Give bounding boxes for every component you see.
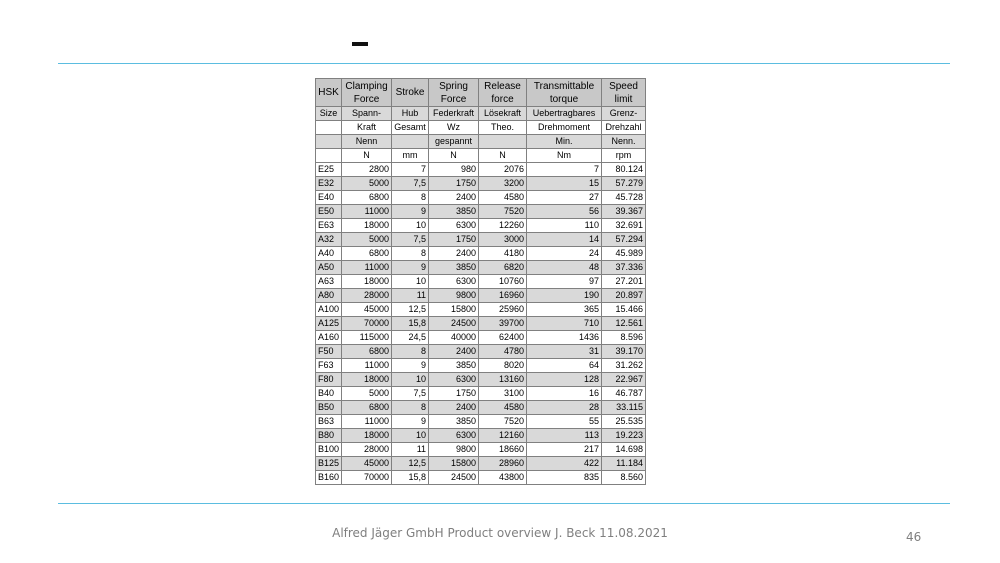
table-cell: F63 — [316, 359, 342, 373]
table-row — [316, 415, 646, 429]
table-cell: Spann- — [342, 107, 392, 121]
table-cell — [316, 149, 342, 163]
table-cell: 97 — [527, 275, 602, 289]
table-cell: N — [479, 149, 527, 163]
table-cell: 8 — [392, 247, 429, 261]
table-cell: Spring Force — [429, 79, 479, 107]
table-cell: Nenn — [342, 135, 392, 149]
table-cell: 2400 — [429, 345, 479, 359]
table-row — [316, 373, 646, 387]
table-cell: 11000 — [342, 359, 392, 373]
table-row — [316, 443, 646, 457]
table-row — [316, 457, 646, 471]
table-cell: mm — [392, 149, 429, 163]
table-cell: 55 — [527, 415, 602, 429]
table-cell — [316, 135, 342, 149]
table-cell: 7520 — [479, 205, 527, 219]
table-cell: 6800 — [342, 401, 392, 415]
table-cell: Stroke — [392, 79, 429, 107]
table-cell: 45000 — [342, 303, 392, 317]
table-cell: Federkraft — [429, 107, 479, 121]
table-cell: 45000 — [342, 457, 392, 471]
table-cell: 27.201 — [602, 275, 646, 289]
table-cell: 48 — [527, 261, 602, 275]
table-cell: 25.535 — [602, 415, 646, 429]
table-cell: 3000 — [479, 233, 527, 247]
table-cell: 7,5 — [392, 387, 429, 401]
table-cell: B63 — [316, 415, 342, 429]
table-cell: F80 — [316, 373, 342, 387]
table-cell: Uebertragbares — [527, 107, 602, 121]
table-cell: 113 — [527, 429, 602, 443]
page-number: 46 — [906, 530, 922, 544]
table-cell: 1750 — [429, 387, 479, 401]
table-cell: Theo. — [479, 121, 527, 135]
table-cell: 8 — [392, 401, 429, 415]
table-cell: 8020 — [479, 359, 527, 373]
table-cell: E32 — [316, 177, 342, 191]
table-cell: 2400 — [429, 247, 479, 261]
table-cell: 12160 — [479, 429, 527, 443]
table-cell: Nenn. — [602, 135, 646, 149]
table-cell: F50 — [316, 345, 342, 359]
table-row — [316, 219, 646, 233]
table-cell: 10 — [392, 275, 429, 289]
table-cell: 6300 — [429, 373, 479, 387]
table-row — [316, 401, 646, 415]
table-cell: 3200 — [479, 177, 527, 191]
table-cell: 37.336 — [602, 261, 646, 275]
table-cell: 11.184 — [602, 457, 646, 471]
table-cell: Drehmoment — [527, 121, 602, 135]
table-cell: A80 — [316, 289, 342, 303]
table-cell: 14 — [527, 233, 602, 247]
table-row — [316, 345, 646, 359]
table-cell: 110 — [527, 219, 602, 233]
table-row — [316, 191, 646, 205]
table-cell: 56 — [527, 205, 602, 219]
table-cell: 190 — [527, 289, 602, 303]
table-cell: 4780 — [479, 345, 527, 359]
footer-text: Alfred Jäger GmbH Product overview J. Beck 11.08.2021 — [332, 526, 668, 540]
table-cell: 8.560 — [602, 471, 646, 485]
table-cell: 19.223 — [602, 429, 646, 443]
table-cell: rpm — [602, 149, 646, 163]
table-cell: 1436 — [527, 331, 602, 345]
table-cell: 62400 — [479, 331, 527, 345]
table-cell: 16 — [527, 387, 602, 401]
table-cell: A50 — [316, 261, 342, 275]
table-cell: 39.170 — [602, 345, 646, 359]
table-cell: 24500 — [429, 317, 479, 331]
table-cell: 3850 — [429, 205, 479, 219]
table-row — [316, 303, 646, 317]
table-cell: 2400 — [429, 191, 479, 205]
table-cell: 5000 — [342, 387, 392, 401]
top-divider — [58, 63, 950, 64]
table-row — [316, 233, 646, 247]
table-cell: 6300 — [429, 429, 479, 443]
table-cell: 46.787 — [602, 387, 646, 401]
table-cell: 10 — [392, 429, 429, 443]
table-cell: B50 — [316, 401, 342, 415]
table-cell: 15.466 — [602, 303, 646, 317]
table-cell: 28000 — [342, 289, 392, 303]
table-cell: 12.561 — [602, 317, 646, 331]
table-row — [316, 331, 646, 345]
table-cell: Speed limit — [602, 79, 646, 107]
table-cell: 6300 — [429, 219, 479, 233]
table-cell: 12260 — [479, 219, 527, 233]
table-cell: A160 — [316, 331, 342, 345]
table-cell: A40 — [316, 247, 342, 261]
table-cell: 2400 — [429, 401, 479, 415]
table-cell: Clamping Force — [342, 79, 392, 107]
table-cell: 11 — [392, 443, 429, 457]
table-cell: 2800 — [342, 163, 392, 177]
table-cell: 3850 — [429, 261, 479, 275]
table-cell: 15,8 — [392, 317, 429, 331]
table-cell: 12,5 — [392, 303, 429, 317]
table-cell: 39.367 — [602, 205, 646, 219]
units-row — [316, 149, 646, 163]
table-cell: 7 — [392, 163, 429, 177]
table-cell: 7520 — [479, 415, 527, 429]
table-cell: 31 — [527, 345, 602, 359]
table-cell: Transmittable torque — [527, 79, 602, 107]
table-row — [316, 471, 646, 485]
table-cell: 980 — [429, 163, 479, 177]
table-cell: Kraft — [342, 121, 392, 135]
table-row — [316, 317, 646, 331]
table-cell: 217 — [527, 443, 602, 457]
table-row — [316, 275, 646, 289]
table-cell: B100 — [316, 443, 342, 457]
table-cell: 20.897 — [602, 289, 646, 303]
table-cell: 2076 — [479, 163, 527, 177]
table-cell: 115000 — [342, 331, 392, 345]
table-cell: 6800 — [342, 247, 392, 261]
table-cell: 365 — [527, 303, 602, 317]
table-cell: 45.728 — [602, 191, 646, 205]
table-cell: 10 — [392, 219, 429, 233]
table-cell: 18000 — [342, 275, 392, 289]
table-cell: 1750 — [429, 233, 479, 247]
table-row — [316, 261, 646, 275]
table-cell: 11000 — [342, 415, 392, 429]
table-cell: 11000 — [342, 261, 392, 275]
table-cell: 15,8 — [392, 471, 429, 485]
table-cell: N — [429, 149, 479, 163]
header-row-german-1 — [316, 107, 646, 121]
table-cell: 33.115 — [602, 401, 646, 415]
table-cell: 24 — [527, 247, 602, 261]
table-row — [316, 247, 646, 261]
table-cell: 3850 — [429, 359, 479, 373]
table-cell: Lösekraft — [479, 107, 527, 121]
table-cell: 3850 — [429, 415, 479, 429]
table-cell: Min. — [527, 135, 602, 149]
table-cell: 9 — [392, 261, 429, 275]
table-cell: 9800 — [429, 289, 479, 303]
table-row — [316, 205, 646, 219]
table-row — [316, 289, 646, 303]
header-row-german-3 — [316, 135, 646, 149]
table-cell: 24,5 — [392, 331, 429, 345]
table-cell: 4580 — [479, 191, 527, 205]
table-cell: 835 — [527, 471, 602, 485]
table-cell: 1750 — [429, 177, 479, 191]
table-cell: 24500 — [429, 471, 479, 485]
table-cell: E50 — [316, 205, 342, 219]
table-cell: 12,5 — [392, 457, 429, 471]
table-cell: 6800 — [342, 191, 392, 205]
table-cell: 31.262 — [602, 359, 646, 373]
table-cell: 15 — [527, 177, 602, 191]
table-cell: 22.967 — [602, 373, 646, 387]
table-cell: 710 — [527, 317, 602, 331]
table-cell: 9 — [392, 415, 429, 429]
table-cell: 9 — [392, 205, 429, 219]
table-cell: 4580 — [479, 401, 527, 415]
table-cell: 14.698 — [602, 443, 646, 457]
table-cell: 9 — [392, 359, 429, 373]
table-cell: 422 — [527, 457, 602, 471]
table-cell: 15800 — [429, 303, 479, 317]
table-cell: B80 — [316, 429, 342, 443]
table-row — [316, 429, 646, 443]
table-cell: 18660 — [479, 443, 527, 457]
table-cell: B40 — [316, 387, 342, 401]
table-cell: 27 — [527, 191, 602, 205]
table-row — [316, 359, 646, 373]
table-cell: A125 — [316, 317, 342, 331]
table-cell: 10 — [392, 373, 429, 387]
table-cell: 45.989 — [602, 247, 646, 261]
table-cell: 70000 — [342, 317, 392, 331]
table-cell: 8 — [392, 345, 429, 359]
table-cell: 28 — [527, 401, 602, 415]
table-cell: A32 — [316, 233, 342, 247]
table-cell: 64 — [527, 359, 602, 373]
table-cell: 18000 — [342, 373, 392, 387]
table-cell: 10760 — [479, 275, 527, 289]
header-row-english — [316, 79, 646, 107]
table-cell: E25 — [316, 163, 342, 177]
table-cell: E40 — [316, 191, 342, 205]
table-cell: 128 — [527, 373, 602, 387]
table-cell: 39700 — [479, 317, 527, 331]
table-cell: B125 — [316, 457, 342, 471]
table-cell: 15800 — [429, 457, 479, 471]
table-row — [316, 163, 646, 177]
table-cell: 7 — [527, 163, 602, 177]
table-cell: A63 — [316, 275, 342, 289]
table-cell: 18000 — [342, 429, 392, 443]
table-row — [316, 387, 646, 401]
table-cell: gespannt — [429, 135, 479, 149]
table-cell: 5000 — [342, 177, 392, 191]
table-cell: 6300 — [429, 275, 479, 289]
slide-title — [352, 42, 368, 46]
table-cell — [316, 121, 342, 135]
table-cell: 32.691 — [602, 219, 646, 233]
table-cell: 3100 — [479, 387, 527, 401]
table-cell: 57.294 — [602, 233, 646, 247]
table-cell: 8 — [392, 191, 429, 205]
table-cell: Gesamt — [392, 121, 429, 135]
table-cell: 18000 — [342, 219, 392, 233]
table-cell: 8.596 — [602, 331, 646, 345]
table-cell: Drehzahl — [602, 121, 646, 135]
table-cell: 43800 — [479, 471, 527, 485]
table-cell: HSK — [316, 79, 342, 107]
table-cell: 6800 — [342, 345, 392, 359]
header-row-german-2 — [316, 121, 646, 135]
table-cell: 40000 — [429, 331, 479, 345]
table-cell: 16960 — [479, 289, 527, 303]
table-cell: Hub — [392, 107, 429, 121]
table-cell: 80.124 — [602, 163, 646, 177]
table-cell: 25960 — [479, 303, 527, 317]
table-cell: B160 — [316, 471, 342, 485]
table-cell: Release force — [479, 79, 527, 107]
table-cell: 11000 — [342, 205, 392, 219]
table-cell: N — [342, 149, 392, 163]
table-cell: 7,5 — [392, 233, 429, 247]
table-cell: Size — [316, 107, 342, 121]
table-cell: Wz — [429, 121, 479, 135]
table-cell: A100 — [316, 303, 342, 317]
table-cell: 9800 — [429, 443, 479, 457]
table-cell: 4180 — [479, 247, 527, 261]
bottom-divider — [58, 503, 950, 504]
table-cell: 13160 — [479, 373, 527, 387]
table-row — [316, 177, 646, 191]
table-cell: 11 — [392, 289, 429, 303]
table-cell: 28960 — [479, 457, 527, 471]
table-cell: 70000 — [342, 471, 392, 485]
table-cell: 28000 — [342, 443, 392, 457]
hsk-spec-table — [315, 78, 646, 485]
table-cell: 7,5 — [392, 177, 429, 191]
table-cell — [479, 135, 527, 149]
table-cell: 57.279 — [602, 177, 646, 191]
table-cell — [392, 135, 429, 149]
table-cell: 6820 — [479, 261, 527, 275]
table-cell: Grenz- — [602, 107, 646, 121]
table-cell: 5000 — [342, 233, 392, 247]
table-cell: Nm — [527, 149, 602, 163]
table-cell: E63 — [316, 219, 342, 233]
